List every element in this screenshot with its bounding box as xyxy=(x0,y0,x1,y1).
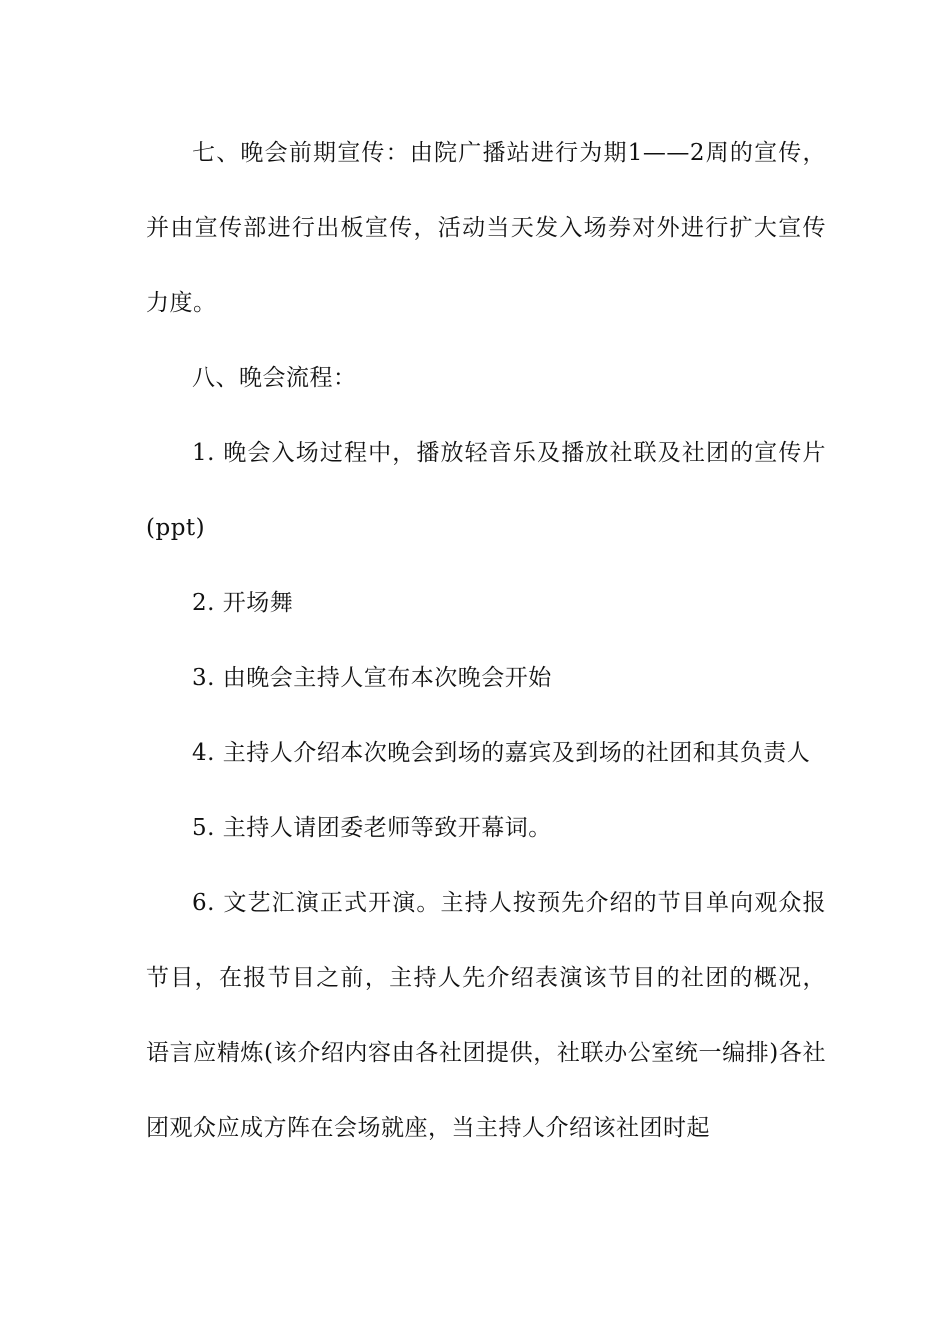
document-body xyxy=(146,116,826,1166)
paragraph-program-heading: 八、晚会流程： xyxy=(192,365,357,391)
paragraph-step-6: 6. 文艺汇演正式开演。主持人按预先介绍的节目单向观众报节目，在报节目之前，主持人先介绍表演该节目的社团的概况，语言应精炼(该介绍内容由各社团提供，社联办公室统一编排)各社团观众应成方阵在会场就座，当主持人介绍该社团时起 xyxy=(146,890,826,1141)
paragraph-publicity: 七、晚会前期宣传：由院广播站进行为期1——2周的宣传，并由宣传部进行出板宣传，活动当天发入场券对外进行扩大宣传力度。 xyxy=(146,140,826,316)
paragraph-step-2: 2. 开场舞 xyxy=(192,590,294,616)
paragraph-step-4: 4. 主持人介绍本次晚会到场的嘉宾及到场的社团和其负责人 xyxy=(192,740,811,766)
paragraph-step-1: 1. 晚会入场过程中，播放轻音乐及播放社联及社团的宣传片(ppt) xyxy=(146,440,826,541)
paragraph-step-5: 5. 主持人请团委老师等致开幕词。 xyxy=(192,815,552,841)
paragraph-step-3: 3. 由晚会主持人宣布本次晚会开始 xyxy=(192,665,552,691)
